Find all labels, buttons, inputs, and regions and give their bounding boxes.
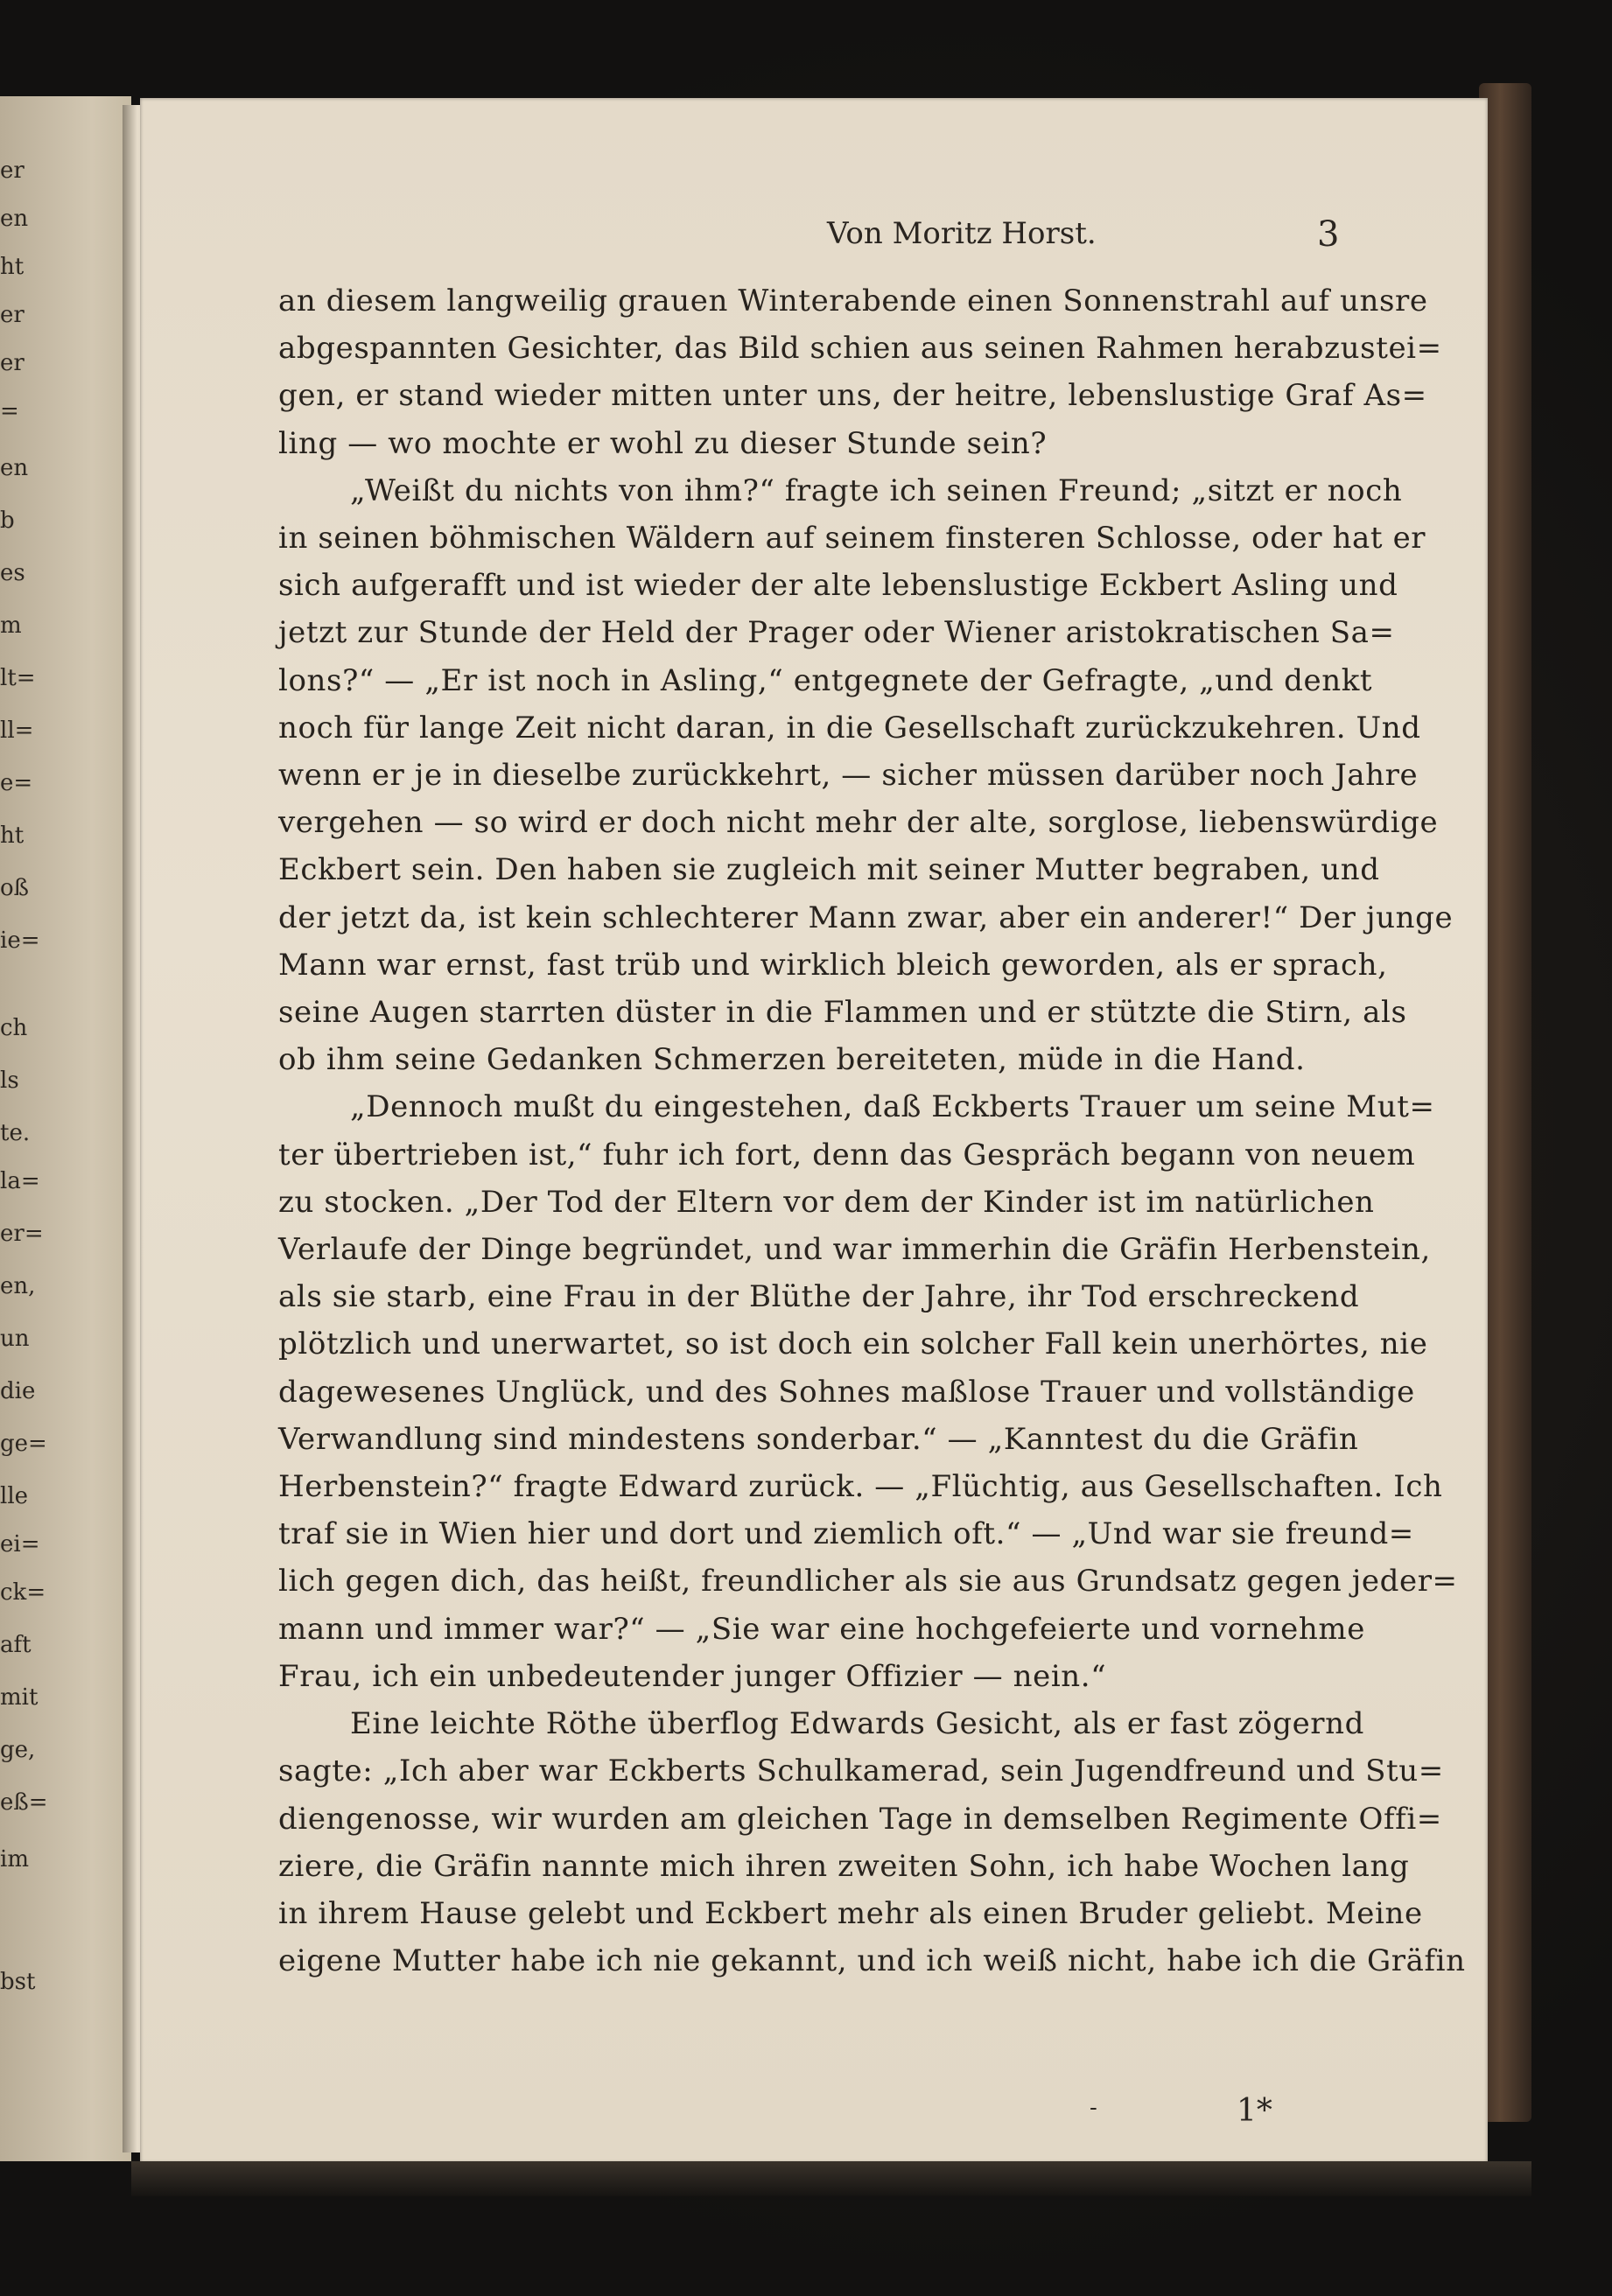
text-line: plötzlich und unerwartet, so ist doch ein solcher Fall kein unerhörtes, nie — [278, 1326, 1428, 1362]
body-text — [278, 277, 1466, 1984]
left-page-fragment: m — [0, 612, 22, 639]
left-page-fragment: lle — [0, 1483, 29, 1509]
left-page-fragment: ge, — [0, 1737, 36, 1763]
text-line: traf sie in Wien hier und dort und ziemlich oft.“ — „Und war sie freund= — [278, 1516, 1414, 1552]
text-line: „Weißt du nichts von ihm?“ fragte ich seinen Freund; „sitzt er noch — [350, 472, 1403, 508]
left-page-fragment: aft — [0, 1632, 32, 1658]
text-line: seine Augen starrten düster in die Flammen und er stützte die Stirn, als — [278, 995, 1407, 1031]
text-line: Eine leichte Röthe überflog Edwards Gesicht, als er fast zögernd — [350, 1706, 1365, 1742]
left-page-fragment: die — [0, 1378, 36, 1404]
text-line: in ihrem Hause gelebt und Eckbert mehr als einen Bruder geliebt. Meine — [278, 1895, 1423, 1931]
left-page-fragment: = — [0, 398, 19, 424]
text-line: sagte: „Ich aber war Eckberts Schulkamerad, sein Jugendfreund und Stu= — [278, 1754, 1444, 1789]
left-page-fragment: b — [0, 508, 15, 534]
left-page-fragment: er — [0, 158, 25, 184]
left-page-fragment: bst — [0, 1969, 36, 1995]
left-page-fragment: er — [0, 350, 25, 376]
text-line: abgespannten Gesichter, das Bild schien aus seinen Rahmen herabzustei= — [278, 331, 1442, 367]
text-line: wenn er je in dieselbe zurückkehrt, — sicher müssen darüber noch Jahre — [278, 758, 1419, 794]
page-header — [140, 216, 1488, 269]
left-page-fragment: e= — [0, 770, 33, 796]
text-line: Herbenstein?“ fragte Edward zurück. — „Flüchtig, aus Gesellschaften. Ich — [278, 1469, 1443, 1505]
text-line: ob ihm seine Gedanken Schmerzen bereiteten, müde in die Hand. — [278, 1042, 1306, 1078]
text-line: der jetzt da, ist kein schlechterer Mann zwar, aber ein anderer!“ Der junge — [278, 900, 1454, 935]
text-line: Verlaufe der Dinge begründet, und war immerhin die Gräfin Herbenstein, — [278, 1232, 1431, 1268]
left-page-fragment: ls — [0, 1068, 19, 1094]
text-line: an diesem langweilig grauen Winterabende einen Sonnenstrahl auf unsre — [278, 284, 1428, 318]
left-page-fragment: te. — [0, 1120, 31, 1146]
left-page-fragment: mit — [0, 1684, 39, 1711]
text-line: mann und immer war?“ — „Sie war eine hochgefeierte und vornehme — [278, 1611, 1365, 1647]
left-page-fragment: ht — [0, 254, 25, 280]
left-page-fragment: es — [0, 560, 25, 586]
text-line: als sie starb, eine Frau in der Blüthe der Jahre, ihr Tod erschreckend — [278, 1279, 1360, 1315]
left-page-fragment: la= — [0, 1168, 40, 1194]
left-page-fragment: en — [0, 206, 29, 232]
left-page-fragment: ck= — [0, 1579, 46, 1606]
page-bottom-shadow — [131, 2161, 1531, 2196]
text-line: eigene Mutter habe ich nie gekannt, und ich weiß nicht, habe ich die Gräfin — [278, 1943, 1466, 1979]
text-line: ter übertrieben ist,“ fuhr ich fort, denn das Gespräch begann von neuem — [278, 1137, 1416, 1172]
text-line: lich gegen dich, das heißt, freundlicher als sie aus Grundsatz gegen jeder= — [278, 1564, 1458, 1600]
left-page-fragment: un — [0, 1326, 30, 1352]
text-line: sich aufgerafft und ist wieder der alte lebenslustige Eckbert Asling und — [278, 568, 1398, 604]
text-line: gen, er stand wieder mitten unter uns, der heitre, lebenslustige Graf As= — [278, 378, 1427, 414]
text-line: noch für lange Zeit nicht daran, in die Gesellschaft zurückzukehren. Und — [278, 710, 1421, 746]
text-line: Frau, ich ein unbedeutender junger Offizier — nein.“ — [278, 1658, 1107, 1694]
left-page-fragment: eß= — [0, 1789, 48, 1816]
text-line: „Dennoch mußt du eingestehen, daß Eckberts Trauer um seine Mut= — [350, 1089, 1435, 1125]
footer-mark: - — [1090, 2095, 1097, 2121]
text-line: zu stocken. „Der Tod der Eltern vor dem der Kinder ist im natürlichen — [278, 1184, 1375, 1220]
left-page-fragment: oß — [0, 875, 30, 901]
right-page — [140, 98, 1488, 2163]
text-line: Verwandlung sind mindestens sonderbar.“ — „Kanntest du die Gräfin — [278, 1421, 1359, 1457]
text-line: vergehen — so wird er doch nicht mehr der alte, sorglose, liebenswürdige — [278, 805, 1439, 841]
text-line: jetzt zur Stunde der Held der Prager oder Wiener aristokratischen Sa= — [278, 615, 1395, 651]
text-line: Mann war ernst, fast trüb und wirklich bleich geworden, als er sprach, — [278, 947, 1388, 983]
left-page-fragment: en — [0, 455, 29, 481]
text-line: lons?“ — „Er ist noch in Asling,“ entgegnete der Gefragte, „und denkt — [278, 662, 1373, 698]
left-page-fragment: ge= — [0, 1431, 47, 1457]
text-line: Eckbert sein. Den haben sie zugleich mit seiner Mutter begraben, und — [278, 852, 1380, 888]
left-page — [0, 96, 131, 2161]
left-page-fragment: en, — [0, 1273, 36, 1299]
signature-mark: 1* — [1237, 2093, 1272, 2129]
text-line: diengenosse, wir wurden am gleichen Tage in demselben Regimente Offi= — [278, 1801, 1442, 1837]
left-page-fragment: lt= — [0, 665, 36, 691]
left-page-fragment: ch — [0, 1015, 28, 1041]
left-page-fragment: im — [0, 1846, 29, 1872]
running-head: Von Moritz Horst. — [827, 216, 1097, 251]
left-page-fragment: er — [0, 302, 25, 328]
left-page-fragment: ht — [0, 822, 25, 849]
text-line: dagewesenes Unglück, und des Sohnes maßlose Trauer und vollständige — [278, 1374, 1415, 1410]
page-number: 3 — [1317, 214, 1340, 255]
text-line: in seinen böhmischen Wäldern auf seinem finsteren Schlosse, oder hat er — [278, 521, 1426, 556]
text-line: ling — wo mochte er wohl zu dieser Stunde sein? — [278, 425, 1048, 461]
left-page-fragment: ll= — [0, 718, 34, 744]
left-page-fragment: er= — [0, 1221, 44, 1247]
left-page-fragment: ei= — [0, 1531, 40, 1558]
text-line: ziere, die Gräfin nannte mich ihren zweiten Sohn, ich habe Wochen lang — [278, 1848, 1410, 1884]
left-page-fragment: ie= — [0, 928, 40, 954]
